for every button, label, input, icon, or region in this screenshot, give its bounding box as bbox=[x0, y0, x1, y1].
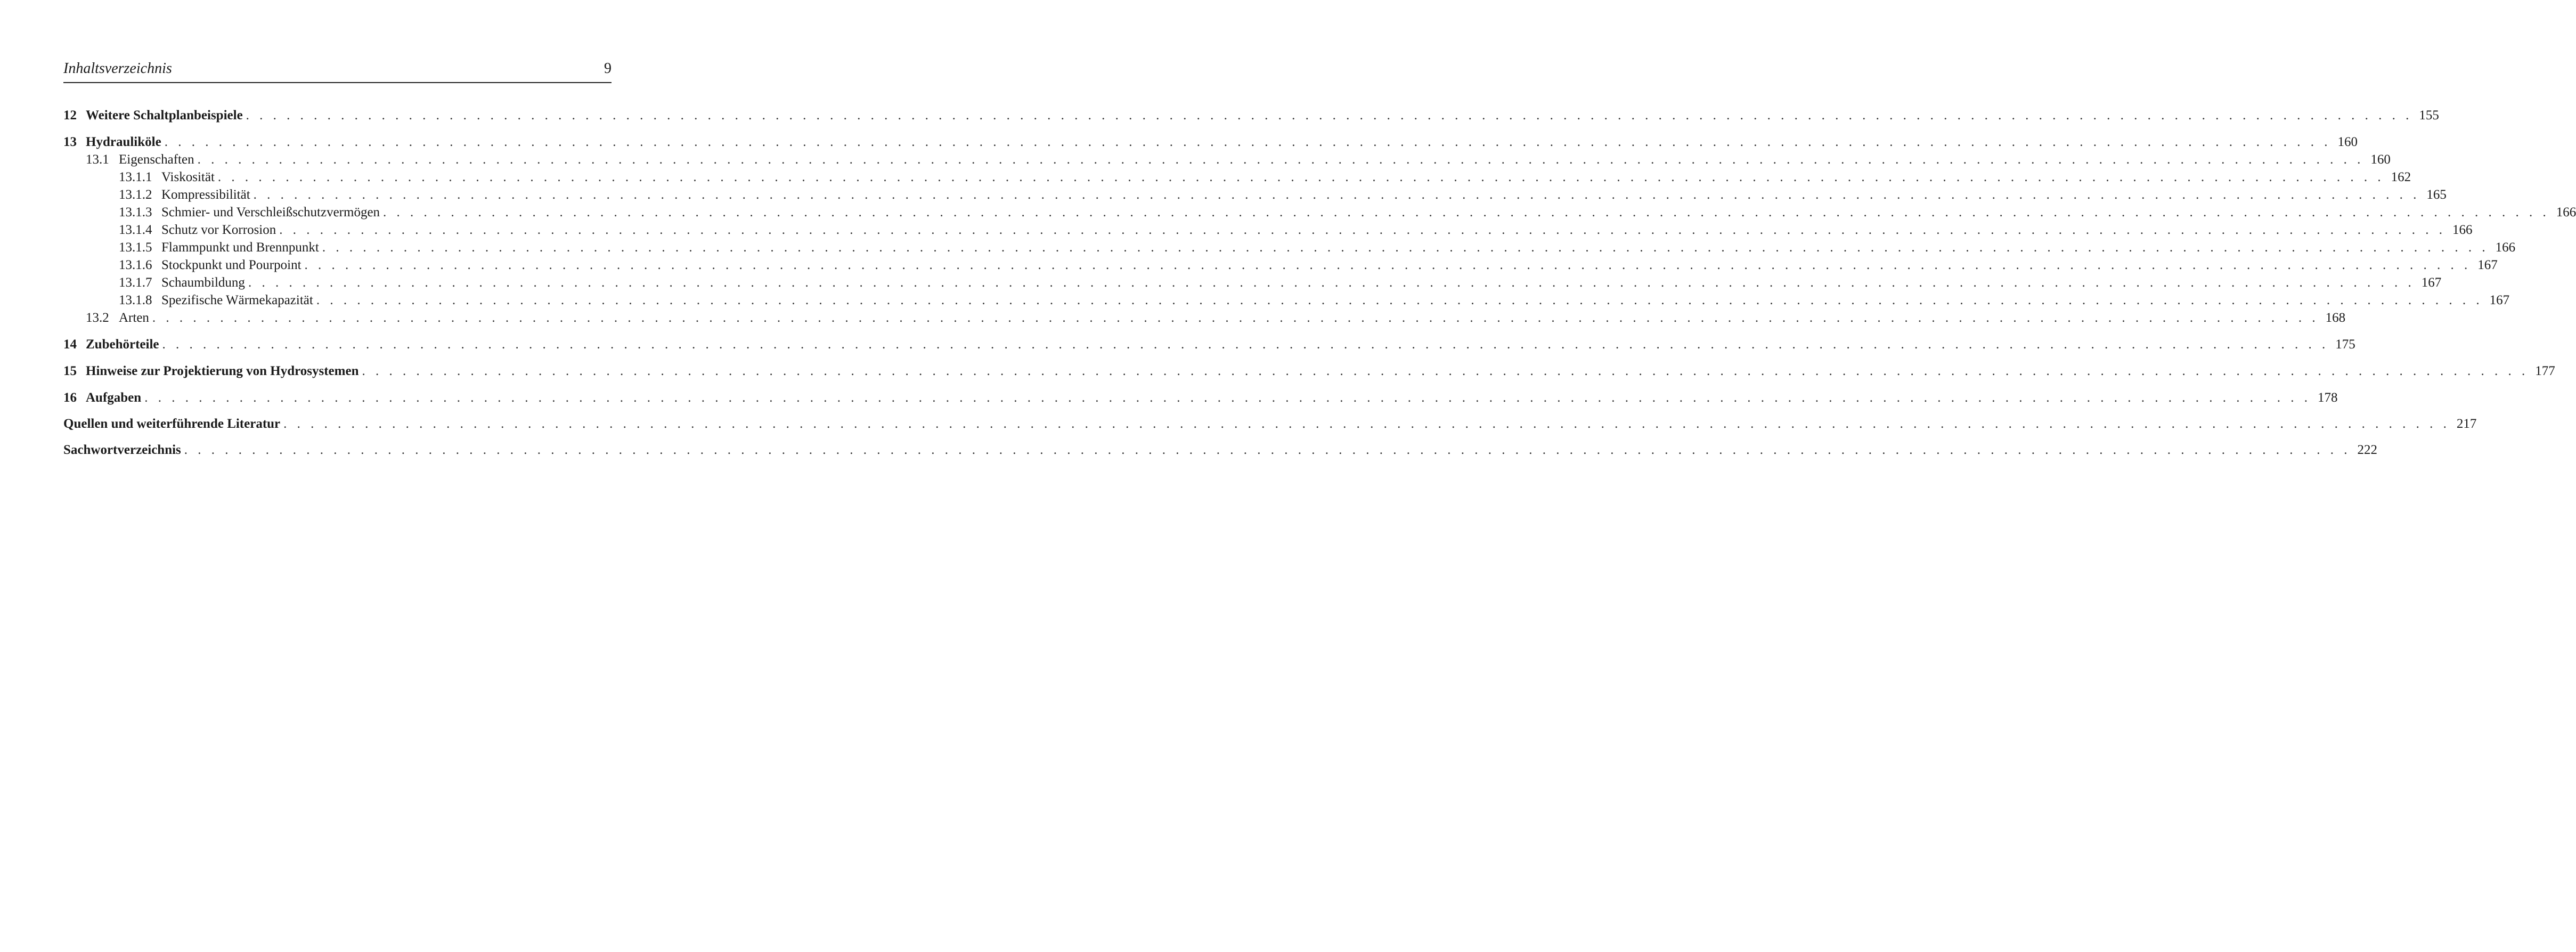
toc-entry-number: 12 bbox=[63, 108, 77, 123]
toc-entry[interactable] bbox=[63, 256, 2498, 274]
toc-entry-title: Weitere Schaltplanbeispiele bbox=[86, 108, 243, 123]
toc-entry[interactable] bbox=[63, 415, 2477, 433]
toc-entry-page: 167 bbox=[2421, 275, 2442, 290]
toc-entry[interactable] bbox=[63, 389, 2338, 407]
toc-entry[interactable] bbox=[63, 274, 2442, 292]
dot-leader: . . . . . . . . . . . . . . . . . . . . . . . . . . . . . . . . . . . . . . . . . . . . . . . . . . . . . . . . . . . . . . . . . . . . . . . . . . . . . . . . . . . . . . . . . . . . . . . . . . . . . . . . . . . . . . . . . . . . . . . . . . . . . . . . . . . . . . . . . . . . . . . . . . . . . . . . . . . . . . . . bbox=[164, 135, 2331, 149]
toc-entry-title: Zubehörteile bbox=[86, 337, 159, 352]
dot-leader: . . . . . . . . . . . . . . . . . . . . . . . . . . . . . . . . . . . . . . . . . . . . . . . . . . . . . . . . . . . . . . . . . . . . . . . . . . . . . . . . . . . . . . . . . . . . . . . . . . . . . . . . . . . . . . . . . . . . . . . . . . . . . . . . . . . . . . . . . . . . . . . . . . . . . . . . . . . . . . . . bbox=[217, 170, 2385, 184]
toc-entry-number: 13.1.4 bbox=[119, 223, 152, 237]
dot-leader: . . . . . . . . . . . . . . . . . . . . . . . . . . . . . . . . . . . . . . . . . . . . . . . . . . . . . . . . . . . . . . . . . . . . . . . . . . . . . . . . . . . . . . . . . . . . . . . . . . . . . . . . . . . . . . . . . . . . . . . . . . . . . . . . . . . . . . . . . . . . . . . . . . . . . . . . . . . . . . . . bbox=[184, 443, 2351, 457]
toc-entry-page: 160 bbox=[2337, 135, 2358, 149]
toc-entry-title: Quellen und weiterführende Literatur bbox=[63, 417, 281, 431]
header-page-number: 9 bbox=[604, 60, 612, 77]
toc-entry-page: 177 bbox=[2535, 364, 2555, 378]
toc-entry-page: 165 bbox=[2426, 188, 2447, 202]
dot-leader: . . . . . . . . . . . . . . . . . . . . . . . . . . . . . . . . . . . . . . . . . . . . . . . . . . . . . . . . . . . . . . . . . . . . . . . . . . . . . . . . . . . . . . . . . . . . . . . . . . . . . . . . . . . . . . . . . . . . . . . . . . . . . . . . . . . . . . . . . . . . . . . . . . . . . . . . . . . . . . . . bbox=[152, 311, 2319, 325]
toc-entry[interactable] bbox=[63, 133, 2358, 151]
toc-entry[interactable] bbox=[63, 204, 2576, 222]
toc-entry[interactable] bbox=[63, 336, 2355, 354]
dot-leader: . . . . . . . . . . . . . . . . . . . . . . . . . . . . . . . . . . . . . . . . . . . . . . . . . . . . . . . . . . . . . . . . . . . . . . . . . . . . . . . . . . . . . . . . . . . . . . . . . . . . . . . . . . . . . . . . . . . . . . . . . . . . . . . . . . . . . . . . . . . . . . . . . . . . . . . . . . . . . . . . bbox=[304, 258, 2471, 272]
toc-entry-title: Schaumbildung bbox=[161, 275, 245, 290]
toc-entry[interactable] bbox=[63, 309, 2346, 327]
toc-entry-title: Arten bbox=[119, 311, 149, 325]
toc-entry-page: 166 bbox=[2495, 240, 2516, 255]
dot-leader: . . . . . . . . . . . . . . . . . . . . . . . . . . . . . . . . . . . . . . . . . . . . . . . . . . . . . . . . . . . . . . . . . . . . . . . . . . . . . . . . . . . . . . . . . . . . . . . . . . . . . . . . . . . . . . . . . . . . . . . . . . . . . . . . . . . . . . . . . . . . . . . . . . . . . . . . . . . . . . . . bbox=[144, 390, 2311, 405]
toc-entry-title: Kompressibilität bbox=[161, 188, 250, 202]
dot-leader: . . . . . . . . . . . . . . . . . . . . . . . . . . . . . . . . . . . . . . . . . . . . . . . . . . . . . . . . . . . . . . . . . . . . . . . . . . . . . . . . . . . . . . . . . . . . . . . . . . . . . . . . . . . . . . . . . . . . . . . . . . . . . . . . . . . . . . . . . . . . . . . . . . . . . . . . . . . . . . . . bbox=[316, 293, 2483, 307]
dot-leader: . . . . . . . . . . . . . . . . . . . . . . . . . . . . . . . . . . . . . . . . . . . . . . . . . . . . . . . . . . . . . . . . . . . . . . . . . . . . . . . . . . . . . . . . . . . . . . . . . . . . . . . . . . . . . . . . . . . . . . . . . . . . . . . . . . . . . . . . . . . . . . . . . . . . . . . . . . . . . . . . bbox=[197, 152, 2364, 167]
toc-entry-number: 15 bbox=[63, 364, 77, 378]
toc-entry-title: Viskosität bbox=[161, 170, 215, 184]
toc-entry-number: 13.1.6 bbox=[119, 258, 152, 272]
toc-entry-title: Eigenschaften bbox=[119, 152, 194, 167]
toc-entry[interactable] bbox=[63, 362, 2555, 380]
toc-entry-number: 16 bbox=[63, 390, 77, 405]
dot-leader: . . . . . . . . . . . . . . . . . . . . . . . . . . . . . . . . . . . . . . . . . . . . . . . . . . . . . . . . . . . . . . . . . . . . . . . . . . . . . . . . . . . . . . . . . . . . . . . . . . . . . . . . . . . . . . . . . . . . . . . . . . . . . . . . . . . . . . . . . . . . . . . . . . . . . . . . . . . . . . . . bbox=[246, 108, 2412, 123]
toc-entry-number: 13.1.1 bbox=[119, 170, 152, 184]
toc-entry-number: 13.1.7 bbox=[119, 275, 152, 290]
running-header bbox=[63, 60, 612, 83]
toc-entry-page: 166 bbox=[2556, 205, 2576, 219]
toc-entry[interactable] bbox=[63, 151, 2391, 169]
toc-entry-page: 168 bbox=[2325, 311, 2346, 325]
toc-entry[interactable] bbox=[63, 221, 2473, 239]
toc-entry-title: Schutz vor Korrosion bbox=[161, 223, 276, 237]
toc-entry[interactable] bbox=[63, 186, 2447, 204]
toc-entry[interactable] bbox=[63, 107, 2439, 125]
toc-entry-number: 13.1.8 bbox=[119, 293, 152, 307]
toc-entry-page: 217 bbox=[2456, 417, 2477, 431]
dot-leader: . . . . . . . . . . . . . . . . . . . . . . . . . . . . . . . . . . . . . . . . . . . . . . . . . . . . . . . . . . . . . . . . . . . . . . . . . . . . . . . . . . . . . . . . . . . . . . . . . . . . . . . . . . . . . . . . . . . . . . . . . . . . . . . . . . . . . . . . . . . . . . . . . . . . . . . . . . . . . . . . bbox=[279, 223, 2446, 237]
toc-entry-number: 13.2 bbox=[86, 311, 109, 325]
toc-entry-number: 13 bbox=[63, 135, 77, 149]
dot-leader: . . . . . . . . . . . . . . . . . . . . . . . . . . . . . . . . . . . . . . . . . . . . . . . . . . . . . . . . . . . . . . . . . . . . . . . . . . . . . . . . . . . . . . . . . . . . . . . . . . . . . . . . . . . . . . . . . . . . . . . . . . . . . . . . . . . . . . . . . . . . . . . . . . . . . . . . . . . . . . . . bbox=[283, 417, 2450, 431]
toc-entry[interactable] bbox=[63, 168, 2411, 186]
toc-entry-page: 167 bbox=[2489, 293, 2510, 307]
toc-entry[interactable] bbox=[63, 239, 2516, 257]
toc-entry-page: 178 bbox=[2317, 390, 2338, 405]
toc-entry-title: Hinweise zur Projektierung von Hydrosystemen bbox=[86, 364, 359, 378]
toc-entry[interactable] bbox=[63, 291, 2510, 310]
toc-entry-number: 14 bbox=[63, 337, 77, 352]
toc-entry-title: Schmier- und Verschleißschutzvermögen bbox=[161, 205, 380, 219]
toc-entry-title: Aufgaben bbox=[86, 390, 142, 405]
dot-leader: . . . . . . . . . . . . . . . . . . . . . . . . . . . . . . . . . . . . . . . . . . . . . . . . . . . . . . . . . . . . . . . . . . . . . . . . . . . . . . . . . . . . . . . . . . . . . . . . . . . . . . . . . . . . . . . . . . . . . . . . . . . . . . . . . . . . . . . . . . . . . . . . . . . . . . . . . . . . . . . . bbox=[248, 275, 2415, 290]
toc-entry-number: 13.1.5 bbox=[119, 240, 152, 255]
dot-leader: . . . . . . . . . . . . . . . . . . . . . . . . . . . . . . . . . . . . . . . . . . . . . . . . . . . . . . . . . . . . . . . . . . . . . . . . . . . . . . . . . . . . . . . . . . . . . . . . . . . . . . . . . . . . . . . . . . . . . . . . . . . . . . . . . . . . . . . . . . . . . . . . . . . . . . . . . . . . . . . . bbox=[362, 364, 2529, 378]
toc-entry-number: 13.1.2 bbox=[119, 188, 152, 202]
toc-entry-page: 167 bbox=[2477, 258, 2498, 272]
toc-entry-page: 155 bbox=[2419, 108, 2439, 123]
toc-entry-page: 160 bbox=[2370, 152, 2391, 167]
toc-entry-page: 162 bbox=[2391, 170, 2411, 184]
dot-leader: . . . . . . . . . . . . . . . . . . . . . . . . . . . . . . . . . . . . . . . . . . . . . . . . . . . . . . . . . . . . . . . . . . . . . . . . . . . . . . . . . . . . . . . . . . . . . . . . . . . . . . . . . . . . . . . . . . . . . . . . . . . . . . . . . . . . . . . . . . . . . . . . . . . . . . . . . . . . . . . . bbox=[383, 205, 2550, 219]
toc-entry-title: Stockpunkt und Pourpoint bbox=[161, 258, 301, 272]
toc-entry-page: 166 bbox=[2452, 223, 2473, 237]
dot-leader: . . . . . . . . . . . . . . . . . . . . . . . . . . . . . . . . . . . . . . . . . . . . . . . . . . . . . . . . . . . . . . . . . . . . . . . . . . . . . . . . . . . . . . . . . . . . . . . . . . . . . . . . . . . . . . . . . . . . . . . . . . . . . . . . . . . . . . . . . . . . . . . . . . . . . . . . . . . . . . . . bbox=[322, 240, 2489, 255]
toc-entry-number: 13.1 bbox=[86, 152, 109, 167]
toc-entry-page: 175 bbox=[2335, 337, 2355, 352]
toc-entry-title: Hydrauliköle bbox=[86, 135, 161, 149]
toc-entry-number: 13.1.3 bbox=[119, 205, 152, 219]
header-title: Inhaltsverzeichnis bbox=[63, 60, 172, 77]
dot-leader: . . . . . . . . . . . . . . . . . . . . . . . . . . . . . . . . . . . . . . . . . . . . . . . . . . . . . . . . . . . . . . . . . . . . . . . . . . . . . . . . . . . . . . . . . . . . . . . . . . . . . . . . . . . . . . . . . . . . . . . . . . . . . . . . . . . . . . . . . . . . . . . . . . . . . . . . . . . . . . . . bbox=[162, 337, 2329, 352]
dot-leader: . . . . . . . . . . . . . . . . . . . . . . . . . . . . . . . . . . . . . . . . . . . . . . . . . . . . . . . . . . . . . . . . . . . . . . . . . . . . . . . . . . . . . . . . . . . . . . . . . . . . . . . . . . . . . . . . . . . . . . . . . . . . . . . . . . . . . . . . . . . . . . . . . . . . . . . . . . . . . . . . bbox=[253, 188, 2420, 202]
toc-entry-title: Spezifische Wärmekapazität bbox=[161, 293, 313, 307]
toc-entry[interactable] bbox=[63, 441, 2378, 459]
toc-entry-title: Sachwortverzeichnis bbox=[63, 443, 181, 457]
toc-entry-title: Flammpunkt und Brennpunkt bbox=[161, 240, 319, 255]
toc-entry-page: 222 bbox=[2357, 443, 2378, 457]
